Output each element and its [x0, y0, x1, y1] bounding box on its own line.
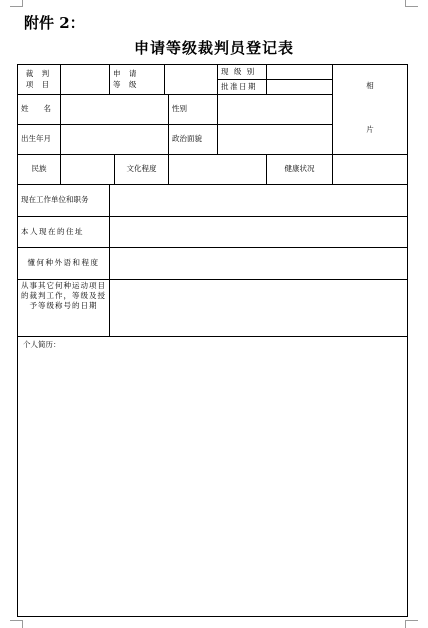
project-label-cell: 裁 判 项 目 [18, 65, 61, 95]
crop-mark-bottom-right-h [406, 620, 418, 621]
other-sports-label-cell: 从事其它何种运动项目的裁判工作，等级及授予等级称号的日期 [18, 280, 110, 337]
resume-cell[interactable] [18, 337, 408, 617]
name-value-cell[interactable] [61, 95, 169, 125]
crop-mark-bottom-left-v [22, 620, 23, 628]
crop-mark-top-right-h [406, 6, 418, 7]
crop-mark-bottom-left-h [10, 620, 22, 621]
workplace-label-cell: 现在工作单位和职务 [18, 185, 110, 217]
birth-value-cell[interactable] [61, 125, 169, 155]
health-label-cell: 健康状况 [267, 155, 333, 185]
current-level-value[interactable] [267, 65, 332, 79]
approval-date-label: 批准日期 [218, 79, 266, 94]
form-row-language [18, 248, 408, 280]
ethnicity-label-cell: 民族 [18, 155, 61, 185]
workplace-value-cell[interactable] [110, 185, 408, 217]
language-label-cell: 懂何种外语和程度 [18, 248, 110, 280]
education-value-cell[interactable] [169, 155, 267, 185]
level-date-label-cell [218, 65, 267, 95]
photo-label-top: 相 [366, 81, 374, 90]
attachment-label: 附件 2： [24, 14, 85, 32]
other-sports-value-cell[interactable] [110, 280, 408, 337]
form-row-workplace [18, 185, 408, 217]
project-value-cell[interactable] [61, 65, 110, 95]
form-title: 申请等级裁判员登记表 [133, 39, 294, 57]
form-row-project [18, 65, 408, 95]
crop-mark-bottom-right-v [405, 620, 406, 628]
crop-mark-top-left-v [22, 0, 23, 7]
address-value-cell[interactable] [110, 217, 408, 248]
politics-value-cell[interactable] [218, 125, 333, 155]
form-row-resume [18, 337, 408, 617]
crop-mark-top-right-v [405, 0, 406, 7]
crop-mark-top-left-h [10, 6, 22, 7]
photo-label-bottom: 片 [366, 125, 374, 134]
level-date-value-cell [267, 65, 333, 95]
apply-level-value-cell[interactable] [165, 65, 218, 95]
approval-date-value[interactable] [267, 79, 332, 94]
gender-label-cell: 性别 [169, 95, 218, 125]
apply-level-label-cell: 申 请 等 级 [110, 65, 165, 95]
education-label-cell: 文化程度 [115, 155, 169, 185]
form-row-address [18, 217, 408, 248]
registration-form-table [17, 64, 408, 617]
health-value-cell[interactable] [333, 155, 408, 185]
gender-value-cell[interactable] [218, 95, 333, 125]
address-label-cell: 本人现在的住址 [18, 217, 110, 248]
politics-label-cell: 政治面貌 [169, 125, 218, 155]
resume-label: 个人简历： [23, 340, 61, 349]
language-value-cell[interactable] [110, 248, 408, 280]
birth-label-cell: 出生年月 [18, 125, 61, 155]
ethnicity-value-cell[interactable] [61, 155, 115, 185]
photo-box[interactable] [333, 65, 408, 155]
name-label-cell: 姓 名 [18, 95, 61, 125]
form-row-ethnicity [18, 155, 408, 185]
current-level-label: 现 级 别 [221, 67, 256, 76]
form-row-other-sports [18, 280, 408, 337]
